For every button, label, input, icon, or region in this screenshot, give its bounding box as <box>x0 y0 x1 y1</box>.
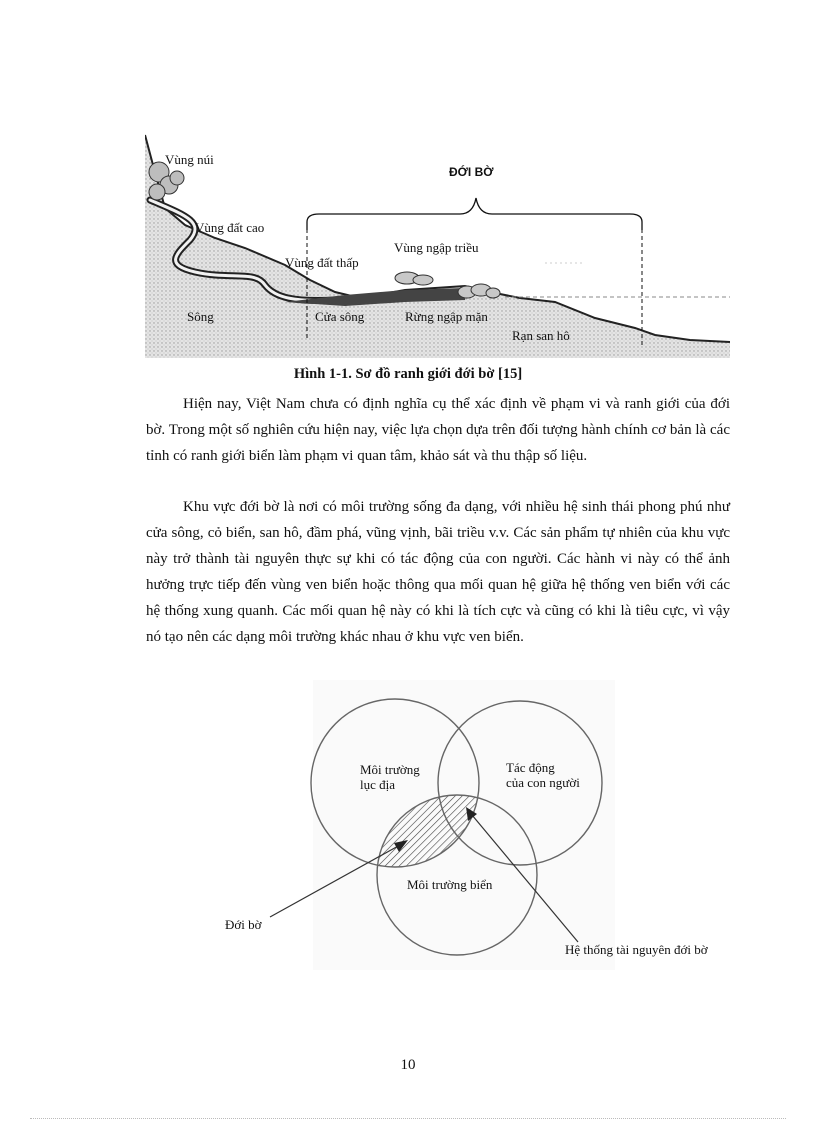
label-land-environment <box>360 762 420 792</box>
land-line-1: Môi trường <box>360 762 420 777</box>
page-number: 10 <box>400 1057 416 1073</box>
land-line-2: lục địa <box>360 777 396 792</box>
footer-divider <box>30 1118 786 1119</box>
venn-circles <box>210 680 755 970</box>
label-highland: Vùng đất cao <box>195 220 265 235</box>
paragraph-1: Hiện nay, Việt Nam chưa có định nghĩa cụ thể xác định về phạm vi và ranh giới của đới bờ. Trong một số nghiên cứu hiện nay, việc lựa chọn dựa trên đối tượng hành chính cơ bản là các tỉnh có ranh giới biển làm phạm vi quan tâm, khảo sát và thu thập số liệu. <box>146 396 730 464</box>
paragraph-2: Khu vực đới bờ là nơi có môi trường sống đa dạng, với nhiều hệ sinh thái phong phú như cửa sông, cỏ biển, san hô, đầm phá, vũng vịnh, bãi triều v.v. Các sản phẩm tự nhiên của khu vực này trở thành tài nguyên thực sự khi có tác động của con người. Các hành vi này có thể ảnh hưởng trực tiếp đến vùng ven biển hoặc thông qua mối quan hệ giữa hệ thống ven biển với các hệ thống xung quanh. Các mối quan hệ này có khi là tích cực và cũng có khi là tiêu cực, vì vậy nó tạo nên các dạng môi trường khác nhau ở khu vực ven biển. <box>146 499 730 645</box>
venn-diagram <box>210 680 755 970</box>
human-line-1: Tác động <box>506 760 555 775</box>
coastal-zone-diagram <box>145 130 730 358</box>
coastal-zone-brace <box>307 198 642 230</box>
human-line-2: của con người <box>506 775 580 790</box>
label-tidal-zone: Vùng ngập triều <box>394 240 479 255</box>
label-human-impact <box>506 760 580 790</box>
label-lowland: Vùng đất thấp <box>285 255 359 270</box>
label-river: Sông <box>187 309 214 324</box>
label-doi-bo: Đới bờ <box>225 917 262 932</box>
label-mountain: Vùng núi <box>165 152 214 167</box>
label-coral-reef: Rạn san hô <box>512 328 570 343</box>
label-sea-environment: Môi trường biển <box>407 877 493 892</box>
label-coastal-zone: ĐỚI BỜ <box>449 165 494 179</box>
label-mangrove: Rừng ngập mặn <box>405 309 488 324</box>
label-resource-system: Hệ thống tài nguyên đới bờ <box>565 942 708 957</box>
figure-caption: Hình 1-1. Sơ đồ ranh giới đới bờ [15] <box>293 366 523 382</box>
label-estuary: Cửa sông <box>315 309 365 324</box>
